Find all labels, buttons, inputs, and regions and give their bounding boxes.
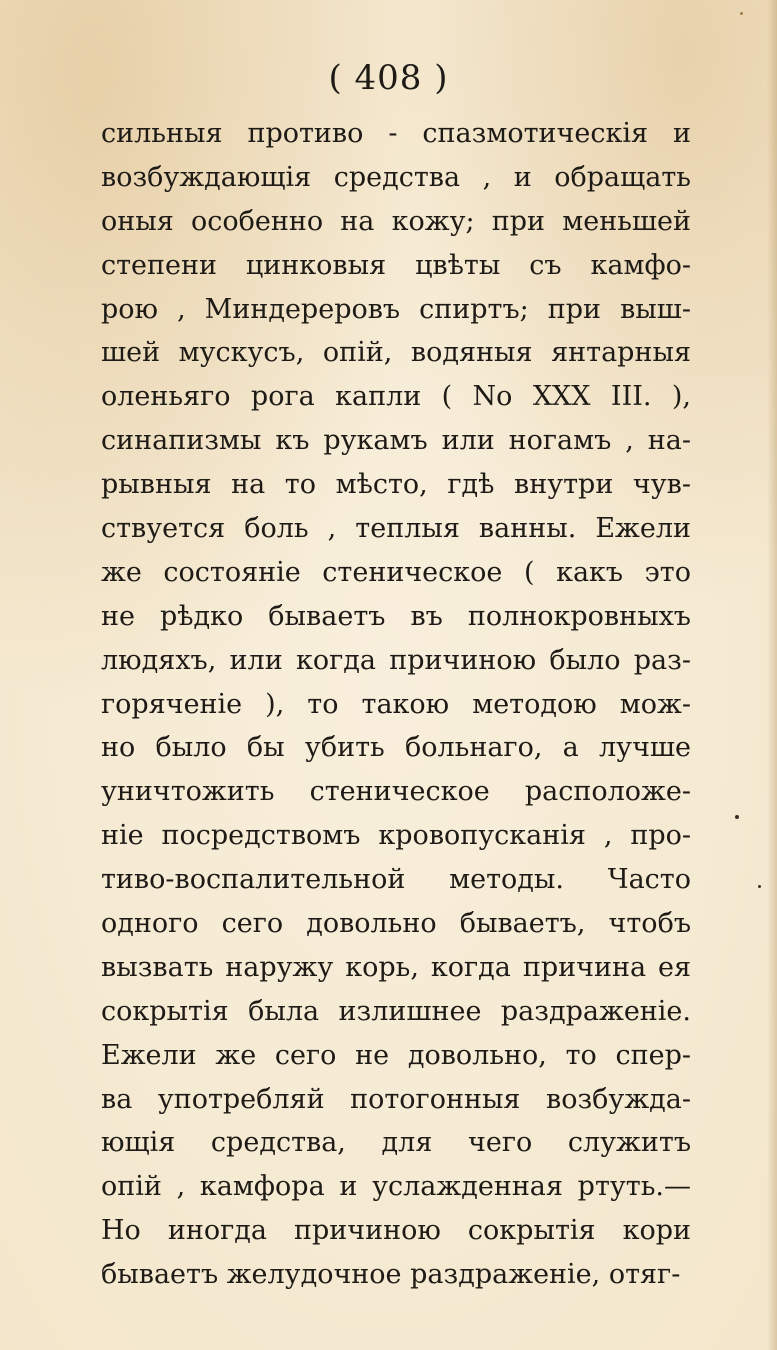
text-line: бываетъ желудочное раздраженіе, отяг-: [101, 1259, 681, 1291]
text-line: вызвать наружу корь, когда причина ея: [101, 951, 691, 983]
ink-speck: [735, 815, 739, 819]
page-edge: [767, 0, 777, 1350]
text-line: одного сего довольно бываетъ, чтобъ: [101, 908, 691, 940]
text-line: опій , камфора и услажденная ртуть.—: [101, 1171, 691, 1203]
body-text: [101, 112, 691, 1297]
text-line: но было бы убить больнаго, а лучше: [101, 732, 691, 764]
text-line: рывныя на то мѣсто, гдѣ внутри чув-: [101, 469, 691, 501]
text-line: же состояніе стеническое ( какъ это: [101, 556, 691, 588]
text-line: оныя особенно на кожу; при меньшей: [101, 205, 691, 237]
text-line: возбуждающія средства , и обращать: [101, 161, 691, 193]
text-line: оленьяго рога капли ( No XXX III. ),: [101, 381, 691, 413]
text-line: синапизмы къ рукамъ или ногамъ , на-: [101, 425, 691, 457]
text-line: Ежели же сего не довольно, то спер-: [101, 1039, 691, 1071]
ink-speck: [740, 12, 743, 15]
text-line: ніе посредствомъ кровопусканія , про-: [101, 820, 691, 852]
text-line: ва употребляй потогонныя возбужда-: [101, 1083, 691, 1115]
text-line: ющія средства, для чего служитъ: [101, 1127, 691, 1159]
text-line: уничтожить стеническое расположе-: [101, 776, 691, 808]
page-number: ( 408 ): [328, 58, 449, 98]
text-line: шей мускусъ, опій, водяныя янтарныя: [101, 337, 691, 369]
text-line: людяхъ, или когда причиною было раз-: [101, 644, 691, 676]
text-line: степени цинковыя цвѣты съ камфо-: [101, 249, 691, 281]
text-line: Но иногда причиною сокрытія кори: [101, 1215, 691, 1247]
text-line: сильныя противо - спазмотическія и: [101, 118, 691, 149]
text-line: рою , Миндереровъ спиртъ; при выш-: [101, 293, 691, 325]
text-line: тиво-воспалительной методы. Часто: [101, 864, 691, 896]
text-line: горяченіе ), то такою методою мож-: [101, 688, 691, 720]
text-line: ствуется боль , теплыя ванны. Ежели: [101, 513, 691, 545]
text-line: сокрытія была излишнее раздраженіе.: [101, 995, 691, 1027]
ink-speck: [758, 885, 761, 888]
text-line: не рѣдко бываетъ въ полнокровныхъ: [101, 600, 691, 632]
